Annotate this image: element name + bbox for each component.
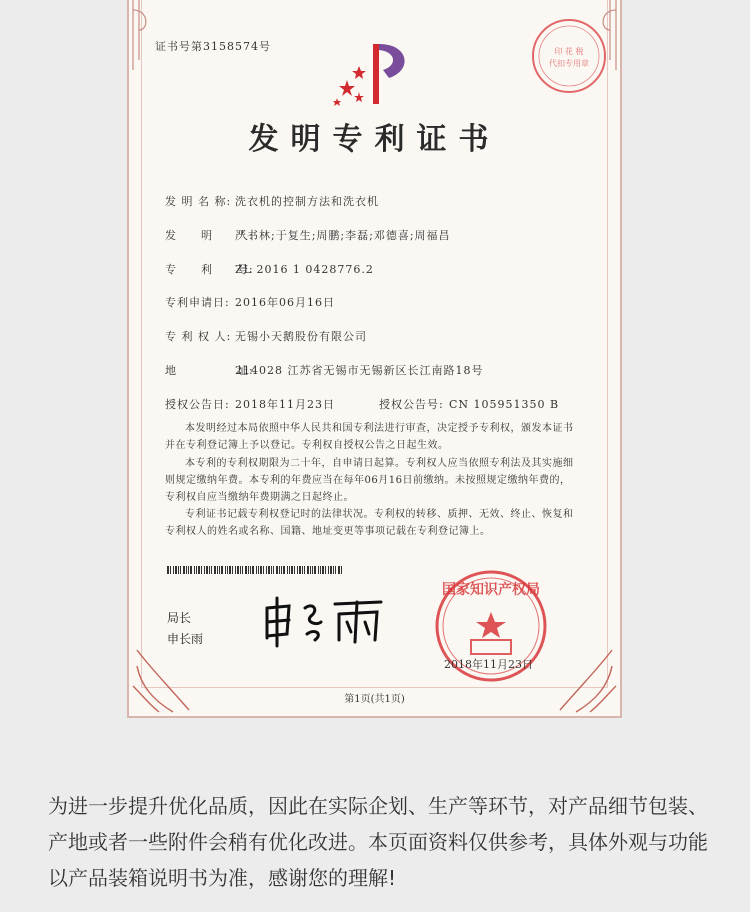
paragraph-status: 专利证书记载专利权登记时的法律状况。专利权的转移、质押、无效、终止、恢复和专利权人的姓名或名称、国籍、地址变更等事项记载在专利登记簿上。	[165, 509, 574, 537]
page-number: 第1页(共1页)	[344, 694, 405, 705]
grant-date-label: 授权公告日:	[165, 398, 230, 411]
handwritten-signature	[259, 594, 389, 648]
owner-label: 专 利 权 人:	[165, 330, 232, 343]
grant-number-value: CN 105951350 B	[449, 398, 560, 411]
disclaimer-notice: 为进一步提升优化品质，因此在实际企划、生产等环节，对产品细节包装、产地或者一些附件会稍有优化改进。本页面资料仅供参考，具体外观与功能以产品装箱说明书为准，感谢您的理解!	[48, 794, 708, 890]
invention-name-value: 洗衣机的控制方法和洗衣机	[235, 195, 379, 208]
grant-number-label: 授权公告号:	[379, 398, 444, 411]
paragraph-grant: 本发明经过本局依照中华人民共和国专利法进行审查，决定授予专利权，颁发本证书并在专利登记簿上予以登记。专利权自授权公告之日起生效。	[165, 423, 574, 451]
inventor-value: 严书林;于复生;周鹏;李磊;邓德喜;周福昌	[235, 229, 451, 242]
grant-date-row	[165, 396, 335, 412]
ornament-corner-bottom-right	[550, 646, 620, 716]
ornament-corner-top-left	[129, 0, 199, 70]
svg-text:代扣专用章: 代扣专用章	[549, 59, 589, 68]
filing-date-value: 2016年06月16日	[235, 296, 335, 309]
filing-date-row	[165, 294, 335, 310]
patent-number-value: ZL 2016 1 0428776.2	[235, 263, 374, 276]
agency-stamp	[529, 16, 609, 96]
filing-date-label: 专利申请日:	[165, 296, 230, 309]
seal-date: 2018年11月23日	[444, 658, 533, 671]
patent-certificate	[127, 0, 622, 718]
inventor-row	[165, 227, 451, 243]
certificate-number: 证书号第3158574号	[155, 40, 271, 53]
invention-name-row	[165, 193, 379, 209]
ornament-corner-bottom-left	[129, 646, 199, 716]
inventor-label: 发 明 人:	[165, 229, 254, 242]
address-value: 214028 江苏省无锡市无锡新区长江南路18号	[235, 364, 484, 377]
owner-value: 无锡小天鹅股份有限公司	[235, 330, 367, 343]
grant-date-value: 2018年11月23日	[235, 398, 335, 411]
signature-title: 局长	[167, 611, 192, 625]
svg-text:印 花 税: 印 花 税	[554, 47, 584, 56]
signature-name: 申长雨	[167, 632, 204, 646]
grant-number-row	[379, 396, 559, 412]
address-row	[165, 362, 483, 378]
patent-number-row	[165, 261, 374, 277]
svg-text:国家知识产权局: 国家知识产权局	[442, 582, 540, 598]
paragraph-term: 本专利的专利权期限为二十年，自申请日起算。专利权人应当依照专利法及其实施细则规定缴纳年费。本专利的年费应当在每年06月16日前缴纳。未按照规定缴纳年费的，专利权自应当缴纳年费期满之日起终止。	[165, 458, 574, 503]
barcode	[167, 566, 343, 574]
address-label: 地 址:	[165, 364, 254, 377]
owner-row	[165, 328, 367, 344]
invention-name-label: 发 明 名 称:	[165, 195, 232, 208]
certificate-title: 发明专利证书	[248, 122, 501, 157]
patent-number-label: 专 利 号:	[165, 263, 254, 276]
sipo-logo-icon	[329, 40, 419, 108]
